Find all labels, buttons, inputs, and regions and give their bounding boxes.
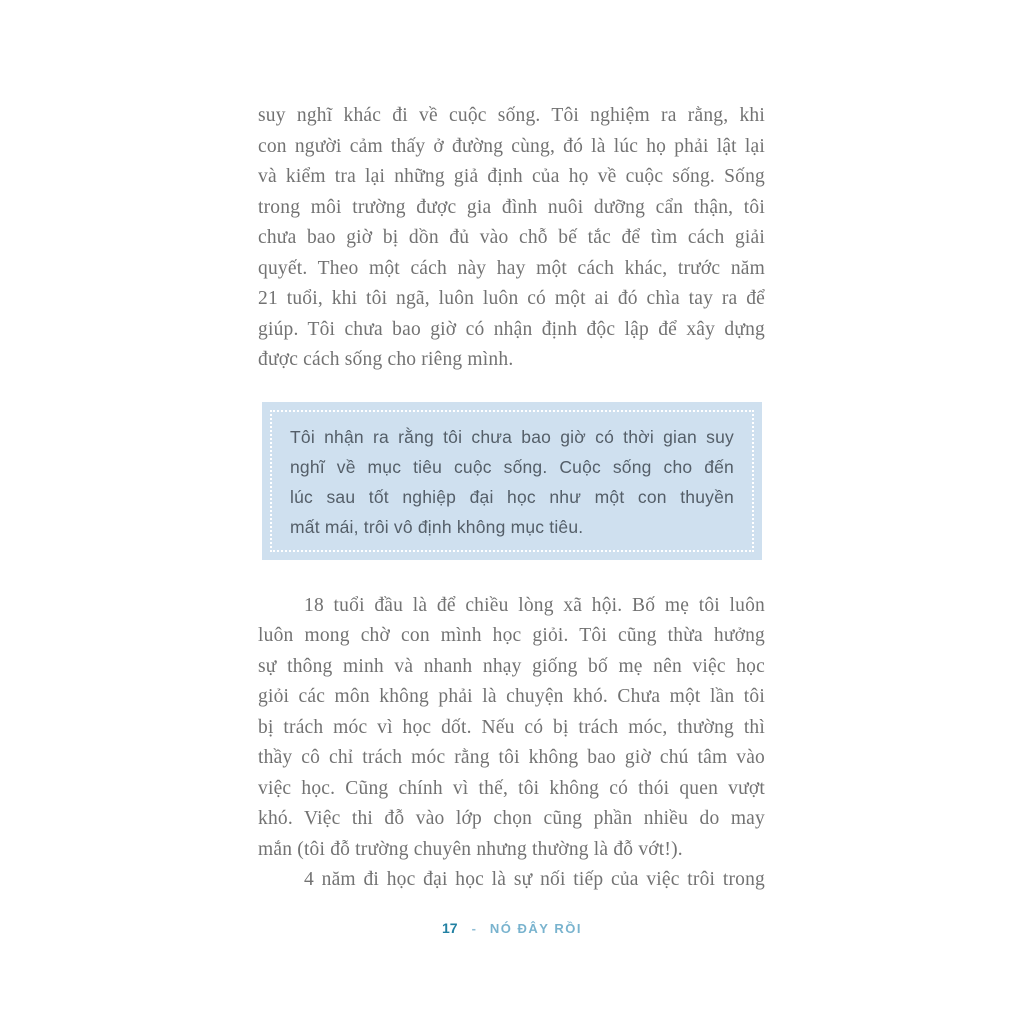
text-line: luôn mong chờ con mình học giỏi. Tôi cũng thừa hưởng <box>258 625 765 646</box>
paragraph-body-next <box>258 865 765 896</box>
quote-line: mất mái, trôi vô định không mục tiêu. <box>290 516 584 537</box>
text-line: khó. Việc thi đỗ vào lớp chọn cũng phần nhiều do may <box>258 808 765 829</box>
quote-line: nghĩ về mục tiêu cuộc sống. Cuộc sống cho đến <box>290 456 734 477</box>
text-line: quyết. Theo một cách này hay một cách khác, trước năm <box>258 257 765 279</box>
quote-line: lúc sau tốt nghiệp đại học như một con thuyền <box>290 486 734 507</box>
text-line: 21 tuổi, khi tôi ngã, luôn luôn có một ai đó chìa tay ra để <box>258 288 765 309</box>
text-line: 18 tuổi đầu là để chiều lòng xã hội. Bố mẹ tôi luôn <box>304 594 765 616</box>
text-line: thầy cô chỉ trách móc rằng tôi không bao giờ chú tâm vào <box>258 747 765 768</box>
book-title: NÓ ĐÂY RỒI <box>489 921 582 936</box>
text-line: bị trách móc vì học dốt. Nếu có bị trách móc, thường thì <box>258 716 765 738</box>
text-line: và kiểm tra lại những giả định của họ về cuộc sống. Sống <box>258 166 765 187</box>
text-line: 4 năm đi học đại học là sự nối tiếp của việc trôi trong <box>304 869 765 890</box>
text-line: được cách sống cho riêng mình. <box>258 349 514 370</box>
text-line: giúp. Tôi chưa bao giờ có nhận định độc lập để xây dựng <box>258 318 765 340</box>
highlight-quote-box <box>262 402 762 560</box>
text-line: con người cảm thấy ở đường cùng, đó là lúc họ phải lật lại <box>258 135 765 157</box>
text-line: chưa bao giờ bị dồn đủ vào chỗ bế tắc để tìm cách giải <box>258 227 765 248</box>
paragraph-continued <box>258 101 765 376</box>
text-line: mắn (tôi đỗ trường chuyên nhưng thường là đỗ vớt!). <box>258 838 683 860</box>
text-column <box>258 101 765 896</box>
paragraph-body <box>258 591 765 866</box>
text-line: trong môi trường được gia đình nuôi dưỡng cẩn thận, tôi <box>258 196 765 218</box>
highlight-quote-border <box>270 410 754 552</box>
quote-line: Tôi nhận ra rằng tôi chưa bao giờ có thời gian suy <box>290 426 734 447</box>
page-number: 17 <box>442 920 458 936</box>
text-line: việc học. Cũng chính vì thế, tôi không có thói quen vượt <box>258 777 765 799</box>
text-line: suy nghĩ khác đi về cuộc sống. Tôi nghiệm ra rằng, khi <box>258 105 765 126</box>
page-footer <box>0 920 1024 938</box>
text-line: sự thông minh và nhanh nhạy giống bố mẹ nên việc học <box>258 655 765 677</box>
footer-content <box>442 920 582 936</box>
footer-separator: - <box>471 921 476 936</box>
text-line: giỏi các môn không phải là chuyện khó. Chưa một lần tôi <box>258 686 765 707</box>
